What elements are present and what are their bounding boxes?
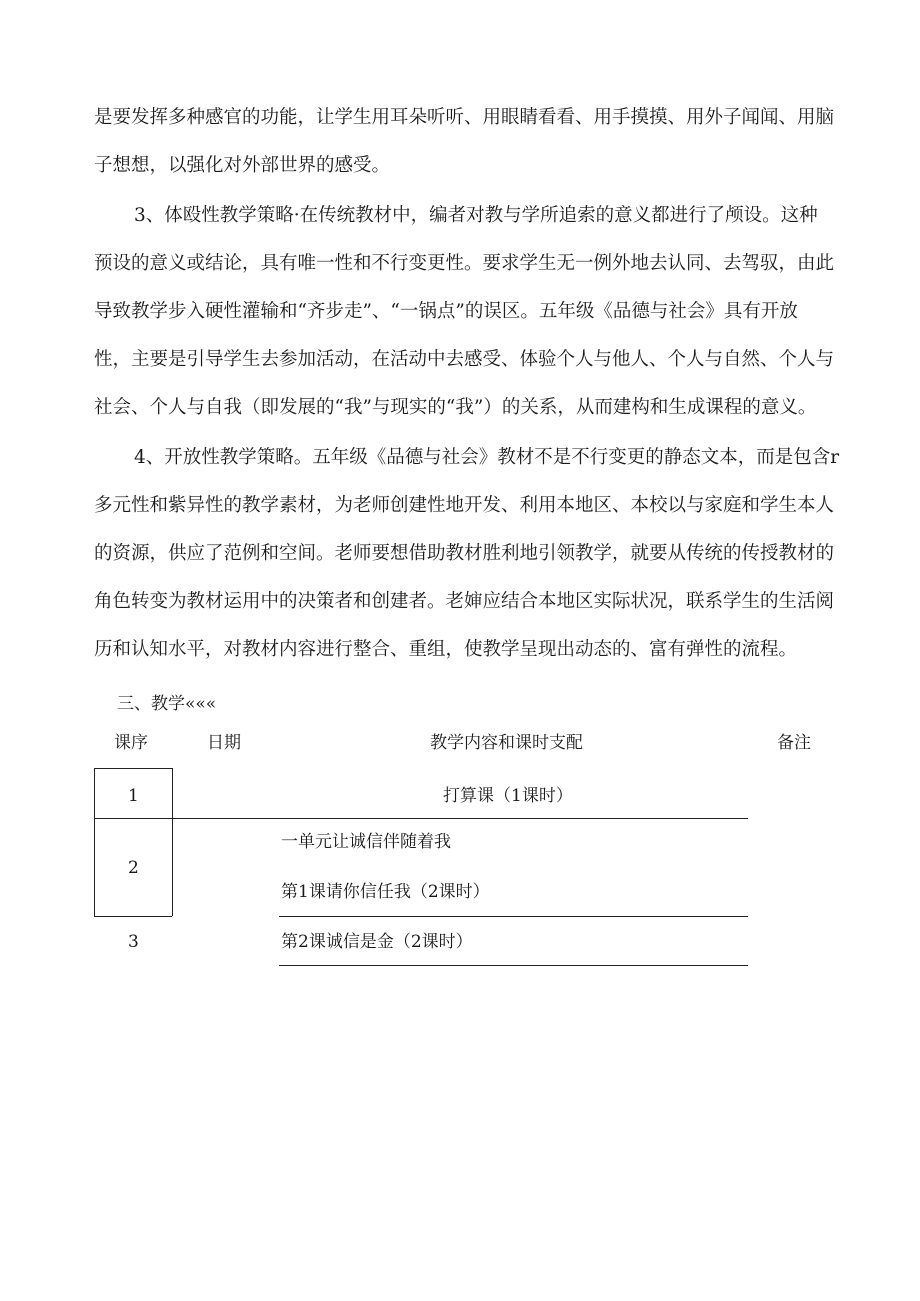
paragraph-3-line-3: 的资源，供应了范例和空间。老师要想借助教材胜利地引领教学，就要从传统的传授教材的 — [94, 543, 835, 564]
table-rule-row1 — [94, 818, 748, 819]
paragraph-3-line-2: 多元性和紫异性的教学素材，为老师创建性地开发、利用本地区、本校以与家庭和学生本人 — [94, 495, 835, 516]
table-border-left — [94, 768, 95, 916]
table-row-2-content-lesson: 第1课请你信任我（2课时） — [281, 882, 490, 902]
paragraph-3-line-1: 4、开放性教学策略。五年级《品德与社会》教材不是不行变更的静态文本，而是包含r — [134, 447, 840, 468]
table-rule-row2-content — [279, 916, 748, 917]
table-rule-row2-left — [94, 916, 172, 917]
table-row-2-seq: 2 — [128, 858, 139, 878]
table-row-3-seq: 3 — [128, 932, 139, 952]
paragraph-1-line-2: 子想想，以强化对外部世界的感受。 — [94, 155, 391, 176]
paragraph-1-line-1: 是要发挥多种感官的功能，让学生用耳朵听听、用眼睛看看、用手摸摸、用外子闻闻、用脑 — [94, 107, 835, 128]
header-date: 日期 — [207, 733, 241, 753]
table-row-1-content: 打算课（1课时） — [443, 786, 573, 806]
paragraph-2-line-4: 性，主要是引导学生去参加活动，在活动中去感受、体验个人与他人、个人与自然、个人与 — [94, 349, 835, 370]
table-row-2-content-unit: 一单元让诚信伴随着我 — [281, 832, 451, 852]
paragraph-3-line-4: 角色转变为教材运用中的决策者和创建者。老婶应结合本地区实际状况，联系学生的生活阅 — [94, 591, 835, 612]
header-seq: 课序 — [114, 733, 148, 753]
section-heading: 三、教学««« — [117, 694, 217, 714]
paragraph-2-line-1: 3、体殴性教学策略·在传统教材中，编者对教与学所追索的意义都进行了颅设。这种 — [134, 205, 818, 226]
paragraph-3-line-5: 历和认知水平，对教材内容进行整合、重组，使教学呈现出动态的、富有弹性的流程。 — [94, 639, 798, 660]
table-row-3-content: 第2课诚信是金（2课时） — [281, 932, 473, 952]
paragraph-2-line-3: 导致教学步入硬性灌输和“齐步走”、“一锅点”的误区。五年级《品德与社会》具有开放 — [94, 301, 798, 322]
paragraph-2-line-5: 社会、个人与自我（即发展的“我”与现实的“我”）的关系，从而建构和生成课程的意义。 — [94, 397, 817, 418]
table-rule-row3-content — [279, 965, 748, 966]
table-divider-seq — [172, 768, 173, 916]
paragraph-2-line-2: 预设的意义或结论，具有唯一性和不行变更性。要求学生无一例外地去认同、去驾驭，由此 — [94, 253, 835, 274]
header-content: 教学内容和课时支配 — [430, 733, 583, 753]
table-border-top — [94, 768, 172, 769]
table-row-1-seq: 1 — [128, 786, 139, 806]
header-note: 备注 — [777, 733, 811, 753]
